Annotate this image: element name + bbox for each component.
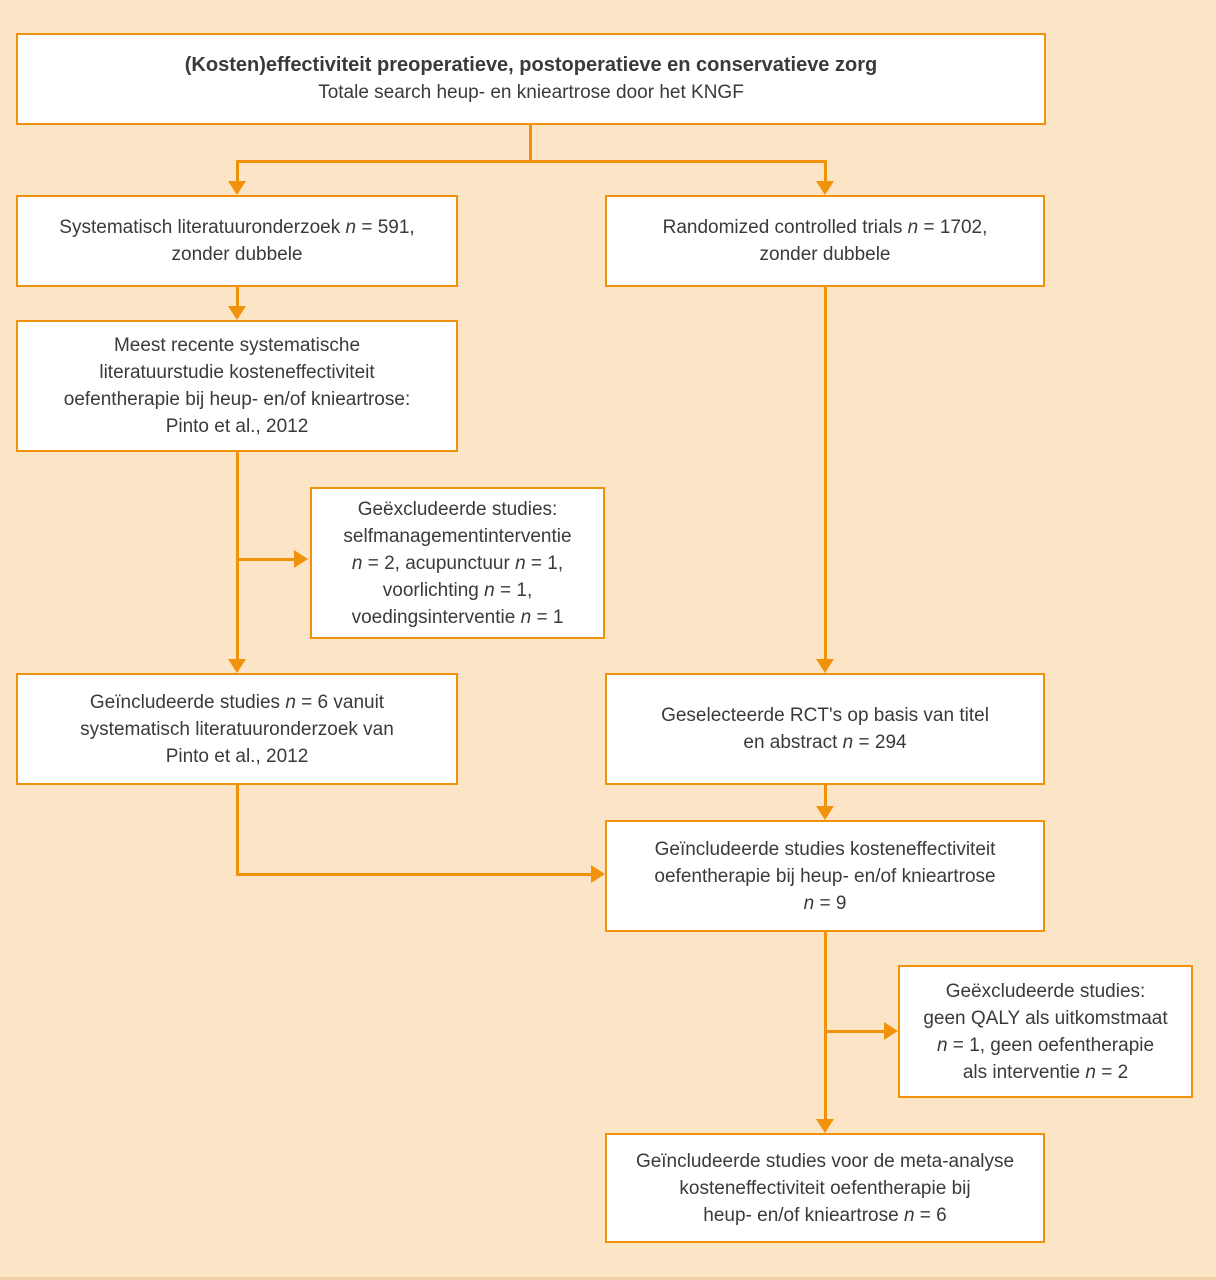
diagram-title: (Kosten)effectiviteit preoperatieve, postoperatieve en conservatieve zorg xyxy=(184,54,878,76)
diagram-subtitle: Totale search heup- en knieartrose door het KNGF xyxy=(318,82,744,103)
arrowhead-right-to-excluded-2 xyxy=(884,1022,898,1040)
box-excluded-studies-2 xyxy=(898,965,1193,1098)
box-included-cost-effectiveness-studies xyxy=(605,820,1045,932)
arrowhead-right-to-included-cost xyxy=(591,865,605,883)
arrowhead-down-to-selected-rcts xyxy=(816,659,834,673)
box-excluded-studies-1-text: Geëxcludeerde studies: selfmanagementinterventie n = 2, acupunctuur n = 1, voorlichting n = 1, voedingsinterventie n = 1 xyxy=(343,498,572,628)
connector-branch-excluded-2 xyxy=(824,1030,885,1033)
connector-split-left xyxy=(236,160,239,182)
connector-rct-to-selected xyxy=(824,287,827,660)
arrowhead-down-to-included-pinto xyxy=(228,659,246,673)
connector-pinto-elbow-vertical xyxy=(236,785,239,876)
box-selected-rcts-text: Geselecteerde RCT's op basis van titel en abstract n = 294 xyxy=(661,705,989,753)
connector-lit-to-review xyxy=(236,287,239,307)
box-excluded-studies-2-text: Geëxcludeerde studies: geen QALY als uitkomstmaat n = 1, geen oefentherapie als interventie n = 2 xyxy=(923,980,1168,1083)
arrowhead-down-to-review xyxy=(228,306,246,320)
box-most-recent-systematic-review-text: Meest recente systematische literatuurstudie kosteneffectiviteit oefentherapie bij heup- en/of knieartrose: Pinto et al., 2012 xyxy=(63,335,411,437)
arrowhead-down-to-meta-analysis xyxy=(816,1119,834,1133)
connector-branch-excluded-1 xyxy=(236,558,295,561)
connector-title-down xyxy=(529,124,532,163)
box-systematic-literature-search xyxy=(16,195,458,287)
connector-review-to-included xyxy=(236,452,239,660)
connector-selected-to-cost xyxy=(824,785,827,807)
connector-split-right xyxy=(824,160,827,182)
box-excluded-studies-1 xyxy=(310,487,605,639)
box-total-search-title xyxy=(16,33,1046,125)
box-included-meta-analysis xyxy=(605,1133,1045,1243)
connector-split-horizontal xyxy=(236,160,827,163)
arrowhead-right-to-excluded-1 xyxy=(294,550,308,568)
box-included-meta-analysis-text: Geïncludeerde studies voor de meta-analyse kosteneffectiviteit oefentherapie bij heup- en/of knieartrose n = 6 xyxy=(635,1150,1015,1226)
box-systematic-literature-search-text: Systematisch literatuuronderzoek n = 591, zonder dubbele xyxy=(59,217,415,265)
connector-pinto-elbow-horizontal xyxy=(236,873,591,876)
box-included-studies-pinto-text: Geïncludeerde studies n = 6 vanuit systematisch literatuuronderzoek van Pinto et al., 2012 xyxy=(80,691,394,767)
connector-cost-to-meta xyxy=(824,932,827,1120)
box-randomized-controlled-trials-text: Randomized controlled trials n = 1702, zonder dubbele xyxy=(662,217,988,265)
box-most-recent-systematic-review xyxy=(16,320,458,452)
title-text xyxy=(18,52,1044,106)
box-selected-rcts xyxy=(605,673,1045,785)
arrowhead-down-to-included-cost xyxy=(816,806,834,820)
box-included-cost-effectiveness-studies-text: Geïncludeerde studies kosteneffectiviteit oefentherapie bij heup- en/of knieartrose n = 9 xyxy=(654,838,996,914)
arrowhead-down-to-rct-search xyxy=(816,181,834,195)
arrowhead-down-to-lit-search xyxy=(228,181,246,195)
box-randomized-controlled-trials xyxy=(605,195,1045,287)
box-included-studies-pinto xyxy=(16,673,458,785)
